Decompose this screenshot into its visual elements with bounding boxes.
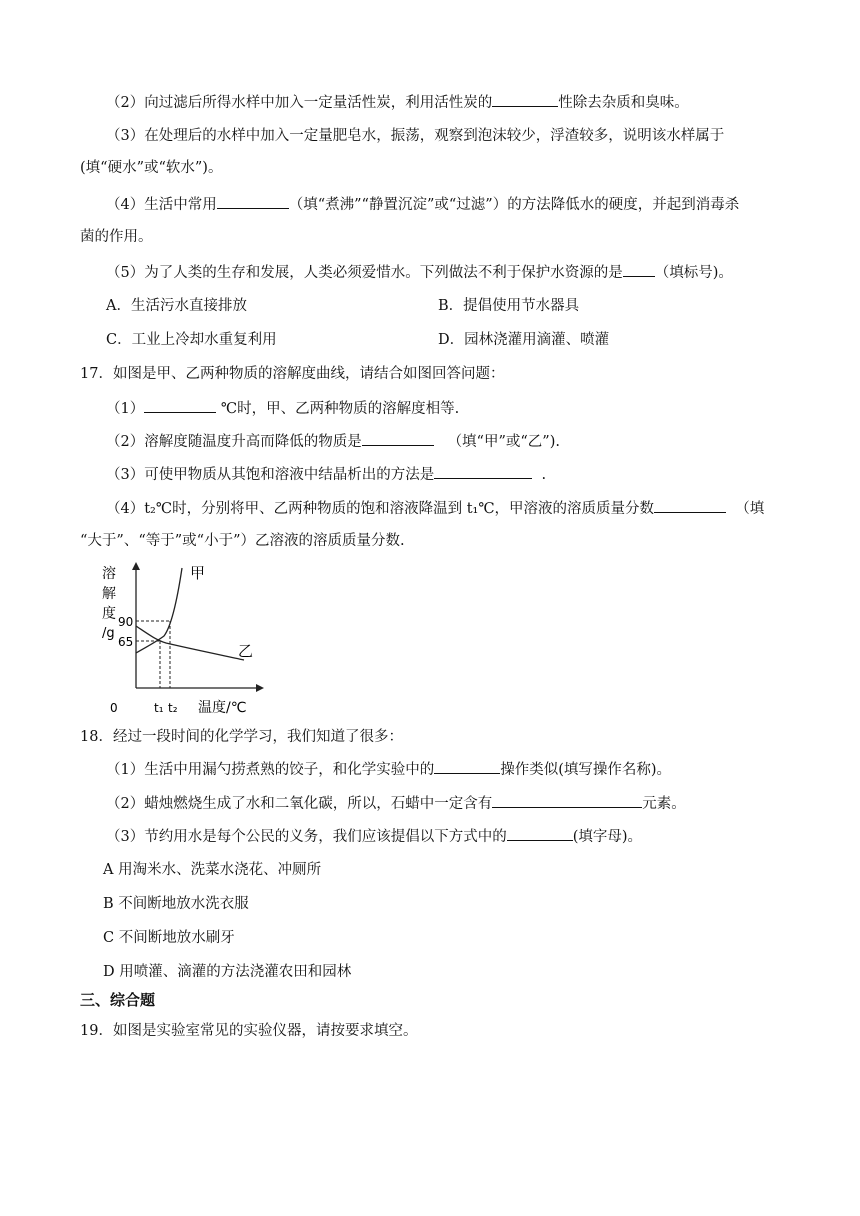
q17-part1: （1） ℃时，甲、乙两种物质的溶解度相等.	[106, 398, 459, 419]
solubility-chart	[96, 558, 276, 718]
q18-option-a: A 用淘米水、洗菜水浇花、冲厕所	[103, 862, 322, 878]
label-yi: 乙	[238, 642, 254, 660]
y-label-3: 度	[102, 606, 116, 622]
q16-option-d: D．园林浇灌用滴灌、喷灌	[438, 332, 610, 348]
q18-stem: 18．经过一段时间的化学学习，我们知道了很多：	[80, 729, 403, 745]
q17-part4-cont: “大于”、“等于”或“小于”）乙溶液的溶质质量分数.	[80, 533, 405, 549]
answer-blank[interactable]	[492, 793, 642, 808]
answer-blank[interactable]	[144, 398, 216, 413]
x-label: 温度/℃	[198, 700, 247, 716]
section-title: 三、综合题	[80, 991, 156, 1009]
answer-blank[interactable]	[654, 498, 726, 513]
label-jia: 甲	[190, 564, 206, 582]
y-axis-arrow	[132, 562, 140, 570]
q16-part4: （4）生活中常用 （填“煮沸”“静置沉淀”或“过滤”）的方法降低水的硬度，并起到消毒杀	[106, 194, 739, 215]
answer-blank[interactable]	[362, 431, 434, 446]
answer-blank[interactable]	[492, 92, 558, 107]
tick-t1: t₁	[154, 701, 164, 715]
q17-part2: （2）溶解度随温度升高而降低的物质是 （填“甲”或“乙”).	[106, 431, 560, 452]
q16-part3-cont: (填“硬水”或“软水”)。	[80, 160, 223, 176]
q16-part5: （5）为了人类的生存和发展，人类必须爱惜水。下列做法不利于保护水资源的是 （填标号)。	[106, 262, 733, 283]
y-label-1: 溶	[102, 566, 116, 582]
answer-blank[interactable]	[434, 464, 532, 479]
q17-part3: （3）可使甲物质从其饱和溶液中结晶析出的方法是 .	[106, 464, 546, 485]
y-label-4: /g	[102, 626, 115, 641]
y-label-2: 解	[102, 586, 116, 602]
q16-part2: （2）向过滤后所得水样中加入一定量活性炭，利用活性炭的 性除去杂质和臭味。	[106, 92, 689, 113]
tick-t2: t₂	[168, 701, 178, 715]
answer-blank[interactable]	[623, 262, 655, 277]
answer-blank[interactable]	[507, 826, 573, 841]
q16-part4-cont: 菌的作用。	[80, 229, 153, 245]
origin-label: 0	[110, 701, 118, 715]
q18-option-d: D 用喷灌、滴灌的方法浇灌农田和园林	[103, 964, 352, 980]
answer-blank[interactable]	[434, 759, 500, 774]
x-axis-arrow	[256, 684, 264, 692]
tick-90: 90	[118, 615, 134, 629]
q18-option-b: B 不间断地放水洗衣服	[103, 896, 249, 912]
answer-blank[interactable]	[217, 194, 289, 209]
q18-option-c: C 不间断地放水刷牙	[103, 930, 235, 946]
q18-part3: （3）节约用水是每个公民的义务，我们应该提倡以下方式中的 (填字母)。	[106, 826, 642, 847]
q18-part1: （1）生活中用漏勺捞煮熟的饺子，和化学实验中的 操作类似(填写操作名称)。	[106, 759, 671, 780]
q16-option-c: C．工业上冷却水重复利用	[106, 332, 277, 348]
q18-part2: （2）蜡烛燃烧生成了水和二氧化碳，所以，石蜡中一定含有 元素。	[106, 793, 686, 814]
q17-part4: （4）t₂℃时，分别将甲、乙两种物质的饱和溶液降温到 t₁℃，甲溶液的溶质质量分数 （填	[106, 498, 764, 519]
q19-stem: 19．如图是实验室常见的实验仪器，请按要求填空。	[80, 1023, 418, 1039]
q16-option-a: A．生活污水直接排放	[106, 298, 247, 314]
q16-option-b: B．提倡使用节水器具	[438, 298, 580, 314]
tick-65: 65	[118, 635, 134, 649]
q16-part3: （3）在处理后的水样中加入一定量肥皂水，振荡，观察到泡沫较少，浮渣较多，说明该水样属于	[106, 128, 725, 144]
q17-stem: 17．如图是甲、乙两种物质的溶解度曲线，请结合如图回答问题：	[80, 366, 505, 382]
